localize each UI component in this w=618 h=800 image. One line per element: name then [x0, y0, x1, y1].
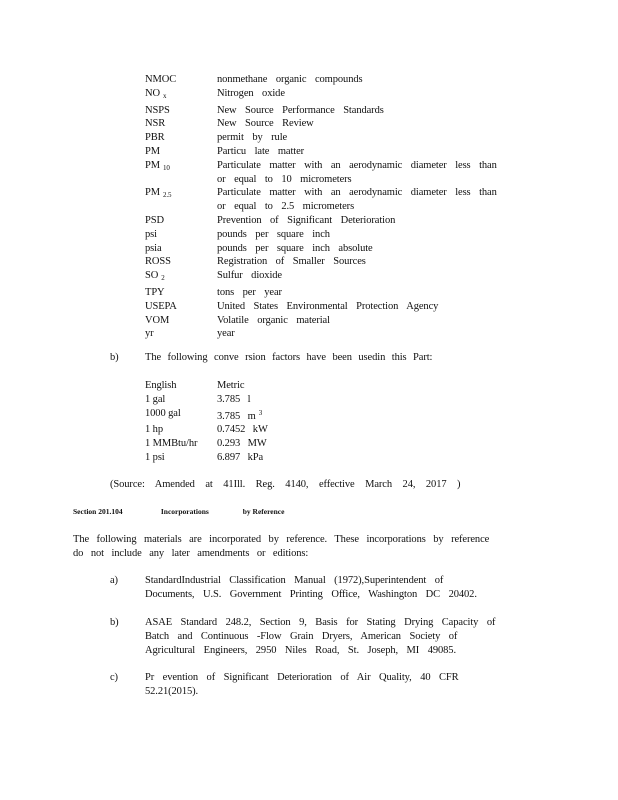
acronym-definition: Volatile organic material — [217, 314, 330, 326]
acronym-row — [145, 131, 505, 145]
english-unit: 1 gal — [145, 393, 166, 405]
acronym: psia — [145, 242, 162, 254]
acronym-row — [145, 255, 505, 269]
acronym-definition: tons per year — [217, 286, 282, 298]
conversion-header — [145, 379, 337, 393]
acronym-row — [145, 186, 505, 214]
acronym: psi — [145, 228, 157, 240]
acronym: TPY — [145, 286, 165, 298]
metric-unit: 0.293 MW — [217, 438, 267, 450]
conversion-row — [145, 393, 337, 407]
item-text — [145, 574, 490, 602]
acronym — [145, 269, 217, 286]
acronym-list — [145, 73, 505, 341]
acronym-definition: Particu late matter — [217, 145, 305, 157]
acronym-definition: pounds per square inch — [217, 228, 330, 240]
acronym-row — [145, 314, 505, 328]
header-english: English — [145, 380, 177, 391]
acronym-definition: New Source Performance Standards — [217, 104, 384, 116]
conversion-row — [145, 407, 337, 424]
header-metric: Metric — [217, 380, 245, 391]
acronym-base: SO — [145, 270, 159, 282]
metric-unit — [217, 407, 337, 424]
acronym-row — [145, 214, 505, 228]
conversion-row — [145, 451, 337, 465]
acronym-row — [145, 117, 505, 131]
acronym-row — [145, 73, 505, 87]
acronym-row — [145, 145, 505, 159]
definition-line: Particulate matter with an aerodynamic diameter less than — [217, 159, 497, 171]
acronym-definition: permit by rule — [217, 132, 288, 144]
acronym-row — [145, 242, 505, 256]
definition-line: Particulate matter with an aerodynamic diameter less than — [217, 187, 497, 199]
acronym-definition: year — [217, 328, 235, 340]
intro-line: The following materials are incorporated by reference. These incorporations by reference — [73, 534, 490, 545]
acronym-subscript: x — [162, 91, 167, 100]
acronym: PSD — [145, 214, 164, 226]
section-intro — [73, 533, 498, 561]
item-line: Batch and Continuous -Flow Grain Dryers, American Society of — [145, 630, 458, 642]
acronym-definition: Registration of Smaller Sources — [217, 256, 366, 268]
section-title-continued: by Reference — [242, 507, 285, 516]
section-title: Incorporations — [160, 507, 209, 516]
item-line: 52.21(2015). — [145, 685, 199, 697]
conversion-row — [145, 423, 337, 437]
item-line: ASAE Standard 248.2, Section 9, Basis for Stating Drying Capacity of — [145, 617, 496, 628]
english-unit: 1 hp — [145, 424, 163, 436]
english-unit: 1000 gal — [145, 407, 181, 419]
acronym: NMOC — [145, 74, 177, 85]
acronym-definition — [217, 159, 497, 187]
source-note: (Source: Amended at 41Ill. Reg. 4140, effective March 24, 2017 ) — [110, 479, 461, 490]
acronym-definition — [217, 186, 497, 214]
english-unit: 1 MMBtu/hr — [145, 438, 198, 450]
metric-unit-superscript: 3 — [258, 408, 263, 417]
acronym-row — [145, 104, 505, 118]
conversion-intro: The following conve rsion factors have been usedin this Part: — [145, 352, 433, 363]
acronym-row — [145, 300, 505, 314]
item-text — [145, 616, 496, 657]
metric-unit-base: 3.785 m — [217, 410, 256, 422]
acronym-subscript: 10 — [162, 163, 170, 172]
metric-unit: 3.785 l — [217, 393, 251, 405]
english-unit: 1 psi — [145, 451, 165, 463]
acronym: yr — [145, 328, 154, 340]
acronym — [145, 159, 217, 187]
acronym-row — [145, 327, 505, 341]
section-number: Section 201.104 — [73, 507, 123, 516]
item-line: Agricultural Engineers, 2950 Niles Road, St. Joseph, MI 49085. — [145, 644, 456, 656]
item-letter: a) — [110, 575, 118, 586]
acronym-definition: Nitrogen oxide — [217, 87, 285, 99]
item-letter: c) — [110, 672, 118, 683]
acronym-base: NO — [145, 87, 160, 99]
acronym-subscript: 2 — [161, 274, 165, 283]
conversion-table — [145, 379, 337, 465]
acronym-definition: Prevention of Significant Deterioration — [217, 214, 396, 226]
subsection-label: b) — [110, 352, 119, 363]
acronym — [145, 87, 217, 104]
acronym — [145, 186, 217, 214]
item-line: StandardIndustrial Classification Manual (1972),Superintendent of — [145, 575, 444, 586]
acronym-definition: New Source Review — [217, 118, 314, 130]
acronym: VOM — [145, 314, 170, 326]
metric-unit: 0.7452 kW — [217, 424, 268, 436]
acronym-row — [145, 286, 505, 300]
acronym: PM — [145, 145, 160, 157]
acronym-definition: Sulfur dioxide — [217, 270, 282, 282]
acronym-definition: nonmethane organic compounds — [217, 74, 363, 85]
item-line: Documents, U.S. Government Printing Office, Washington DC 20402. — [145, 588, 477, 600]
definition-line: or equal to 2.5 micrometers — [217, 201, 355, 213]
acronym-row — [145, 269, 505, 286]
acronym-row — [145, 228, 505, 242]
acronym: PBR — [145, 132, 165, 144]
item-text — [145, 671, 490, 699]
acronym-base: PM — [145, 159, 160, 171]
acronym-subscript: 2.5 — [162, 191, 172, 200]
acronym: ROSS — [145, 256, 171, 268]
acronym-row — [145, 87, 505, 104]
acronym-definition: pounds per square inch absolute — [217, 242, 373, 254]
metric-unit: 6.897 kPa — [217, 451, 264, 463]
acronym: USEPA — [145, 300, 177, 312]
conversion-row — [145, 437, 337, 451]
acronym: NSR — [145, 118, 166, 130]
intro-line: do not include any later amendments or editions: — [73, 547, 309, 559]
item-letter: b) — [110, 617, 119, 628]
acronym-row — [145, 159, 505, 187]
acronym-definition: United States Environmental Protection Agency — [217, 300, 439, 312]
item-line: Pr evention of Significant Deterioration of Air Quality, 40 CFR — [145, 672, 459, 683]
acronym: NSPS — [145, 104, 170, 116]
definition-line: or equal to 10 micrometers — [217, 173, 352, 185]
section-heading — [73, 507, 284, 516]
acronym-base: PM — [145, 187, 160, 199]
